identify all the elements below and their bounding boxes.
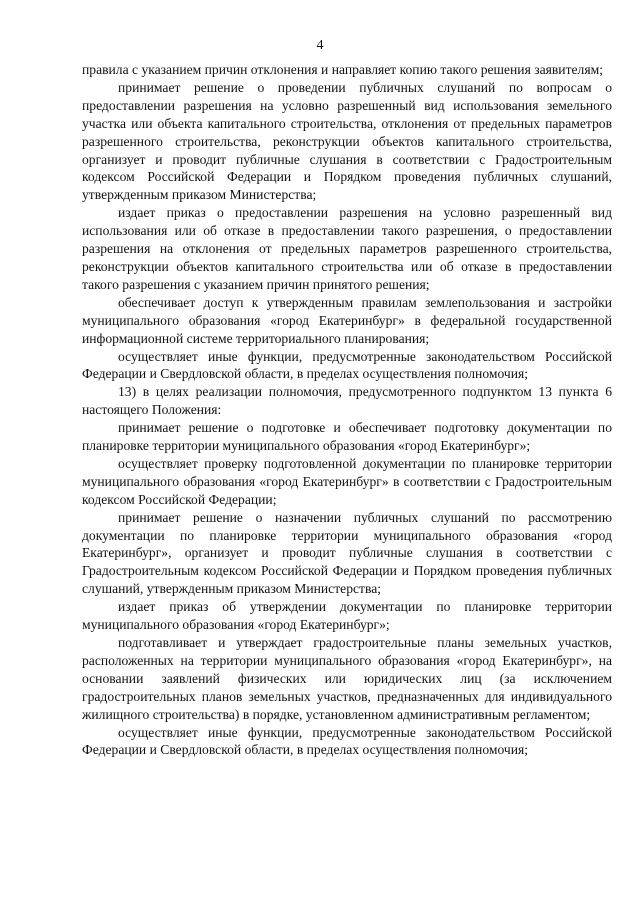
- paragraph-item-13: 13) в целях реализации полномочия, предусмотренного подпунктом 13 пункта 6 настоящего Положения:: [82, 384, 612, 418]
- document-body: [82, 61, 612, 759]
- paragraph: осуществляет иные функции, предусмотренные законодательством Российской Федерации и Свердловской области, в пределах осуществления полномочия;: [82, 348, 612, 382]
- paragraph: осуществляет проверку подготовленной документации по планировке территории муниципального образования «город Екатеринбург» в соответствии с Градостроительным кодексом Российской Федерации;: [82, 455, 612, 507]
- paragraph: подготавливает и утверждает градостроительные планы земельных участков, расположенных на территории муниципального образования «город Екатеринбург», на основании заявлений физических или юридических лиц (за исключением градостроительных планов земельных участков, предназначенных для индивидуального жилищного строительства) в порядке, установленном административным регламентом;: [82, 635, 612, 722]
- page-number: 4: [316, 38, 324, 53]
- paragraph: принимает решение о проведении публичных слушаний по вопросам о предоставлении разрешения на условно разрешенный вид использования земельного участка или объекта капитального строительства, отклонения от предельных параметров разрешенного строительства, реконструкции объектов капитального строительства, организует и проводит публичные слушания в соответствии с Градостроительным кодексом Российской Федерации и Порядком проведения публичных слушаний, утвержденным приказом Министерства;: [82, 79, 612, 203]
- paragraph: обеспечивает доступ к утвержденным правилам землепользования и застройки муниципального образования «город Екатеринбург» в федеральной государственной информационной системе территориального планирования;: [82, 294, 612, 346]
- paragraph: осуществляет иные функции, предусмотренные законодательством Российской Федерации и Свердловской области, в пределах осуществления полномочия;: [82, 724, 612, 758]
- paragraph-continuation: правила с указанием причин отклонения и направляет копию такого решения заявителям;: [82, 62, 603, 77]
- paragraph: принимает решение о назначении публичных слушаний по рассмотрению документации по планировке территории муниципального образования «город Екатеринбург», организует и проводит публичные слушания в соответствии с Градостроительным кодексом Российской Федерации и Порядком проведения публичных слушаний, утвержденным приказом Министерства;: [82, 509, 612, 597]
- paragraph: издает приказ о предоставлении разрешения на условно разрешенный вид использования или об отказе в предоставлении такого разрешения, о предоставлении разрешения на отклонения от предельных параметров разрешенного строительства, реконструкции объектов капитального строительства или об отказе в предоставлении такого разрешения с указанием причин принятого решения;: [82, 205, 612, 292]
- paragraph: принимает решение о подготовке и обеспечивает подготовку документации по планировке территории муниципального образования «город Екатеринбург»;: [82, 420, 612, 454]
- paragraph: издает приказ об утверждении документации по планировке территории муниципального образования «город Екатеринбург»;: [82, 599, 612, 633]
